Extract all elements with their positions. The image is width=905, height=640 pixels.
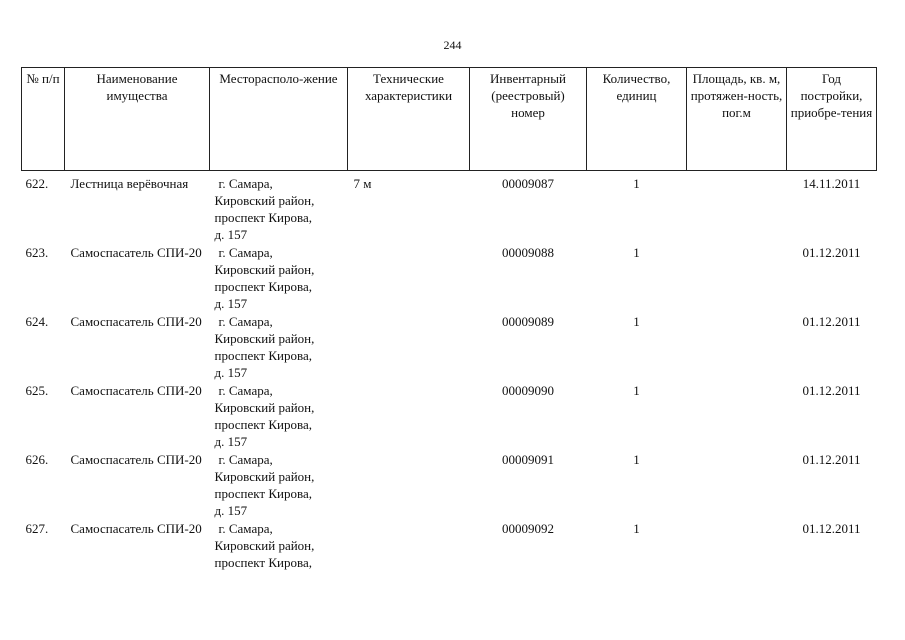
address-line: д. 157 (214, 434, 248, 449)
quantity: 1 (633, 245, 640, 260)
table-header (22, 68, 877, 171)
header-name: Наименование имущества (65, 68, 210, 171)
table-body (22, 171, 877, 590)
inventory-number: 00009092 (502, 521, 554, 536)
address-line: д. 157 (214, 503, 248, 518)
location (210, 382, 348, 451)
technical-specs (348, 244, 470, 313)
inventory-number: 00009088 (502, 245, 554, 260)
address-line: проспект Кирова, (214, 348, 312, 363)
acquisition-date: 01.12.2011 (802, 383, 861, 398)
acquisition-date: 01.12.2011 (802, 452, 861, 467)
table-row (22, 313, 877, 382)
address-line: Кировский район, (214, 538, 315, 553)
location (210, 171, 348, 245)
address-line: Кировский район, (214, 262, 315, 277)
address-line: Кировский район, (214, 469, 315, 484)
quantity: 1 (633, 314, 640, 329)
location (210, 520, 348, 589)
row-number: 622. (25, 176, 49, 191)
address-line: д. 157 (214, 296, 248, 311)
address-line: г. Самара, (218, 521, 273, 536)
row-number: 624. (25, 314, 49, 329)
technical-specs (348, 382, 470, 451)
area (687, 520, 787, 589)
quantity: 1 (633, 521, 640, 536)
property-registry-table (21, 67, 877, 589)
row-number: 623. (25, 245, 49, 260)
area (687, 451, 787, 520)
header-quantity: Количество, единиц (587, 68, 687, 171)
table-row (22, 382, 877, 451)
header-num: № п/п (22, 68, 65, 171)
area (687, 171, 787, 245)
technical-specs (348, 313, 470, 382)
area (687, 244, 787, 313)
row-number: 626. (25, 452, 49, 467)
inventory-number: 00009090 (502, 383, 554, 398)
row-number: 625. (25, 383, 49, 398)
address-line: Кировский район, (214, 193, 315, 208)
quantity: 1 (633, 176, 640, 191)
technical-specs (348, 451, 470, 520)
address-line: д. 157 (214, 365, 248, 380)
address-line: г. Самара, (218, 314, 273, 329)
address-line: Кировский район, (214, 400, 315, 415)
item-name: Самоспасатель СПИ-20 (70, 521, 202, 536)
address-line: г. Самара, (218, 176, 273, 191)
page-number: 244 (443, 38, 462, 52)
address-line: г. Самара, (218, 245, 273, 260)
table-row (22, 244, 877, 313)
address-line: проспект Кирова, (214, 555, 312, 570)
item-name: Самоспасатель СПИ-20 (70, 452, 202, 467)
technical-specs: 7 м (353, 176, 372, 191)
inventory-number: 00009089 (502, 314, 554, 329)
address-line: проспект Кирова, (214, 417, 312, 432)
quantity: 1 (633, 383, 640, 398)
acquisition-date: 01.12.2011 (802, 521, 861, 536)
inventory-number: 00009091 (502, 452, 554, 467)
item-name: Самоспасатель СПИ-20 (70, 383, 202, 398)
address-line: г. Самара, (218, 383, 273, 398)
area (687, 382, 787, 451)
item-name: Лестница верёвочная (70, 176, 189, 191)
table-row (22, 171, 877, 245)
item-name: Самоспасатель СПИ-20 (70, 245, 202, 260)
address-line: проспект Кирова, (214, 279, 312, 294)
table-row (22, 520, 877, 589)
inventory-number: 00009087 (502, 176, 554, 191)
quantity: 1 (633, 452, 640, 467)
address-line: г. Самара, (218, 452, 273, 467)
acquisition-date: 14.11.2011 (802, 176, 861, 191)
header-tech: Технические характеристики (348, 68, 470, 171)
item-name: Самоспасатель СПИ-20 (70, 314, 202, 329)
location (210, 244, 348, 313)
header-inventory: Инвентарный (реестровый) номер (470, 68, 587, 171)
area (687, 313, 787, 382)
address-line: Кировский район, (214, 331, 315, 346)
technical-specs (348, 520, 470, 589)
location (210, 451, 348, 520)
table-row (22, 451, 877, 520)
header-year: Год постройки, приобре-тения (787, 68, 877, 171)
address-line: д. 157 (214, 227, 248, 242)
header-location: Месторасполо-жение (210, 68, 348, 171)
header-row (22, 68, 877, 171)
acquisition-date: 01.12.2011 (802, 245, 861, 260)
location (210, 313, 348, 382)
address-line: проспект Кирова, (214, 210, 312, 225)
row-number: 627. (25, 521, 49, 536)
address-line: проспект Кирова, (214, 486, 312, 501)
header-area: Площадь, кв. м, протяжен-ность, пог.м (687, 68, 787, 171)
acquisition-date: 01.12.2011 (802, 314, 861, 329)
